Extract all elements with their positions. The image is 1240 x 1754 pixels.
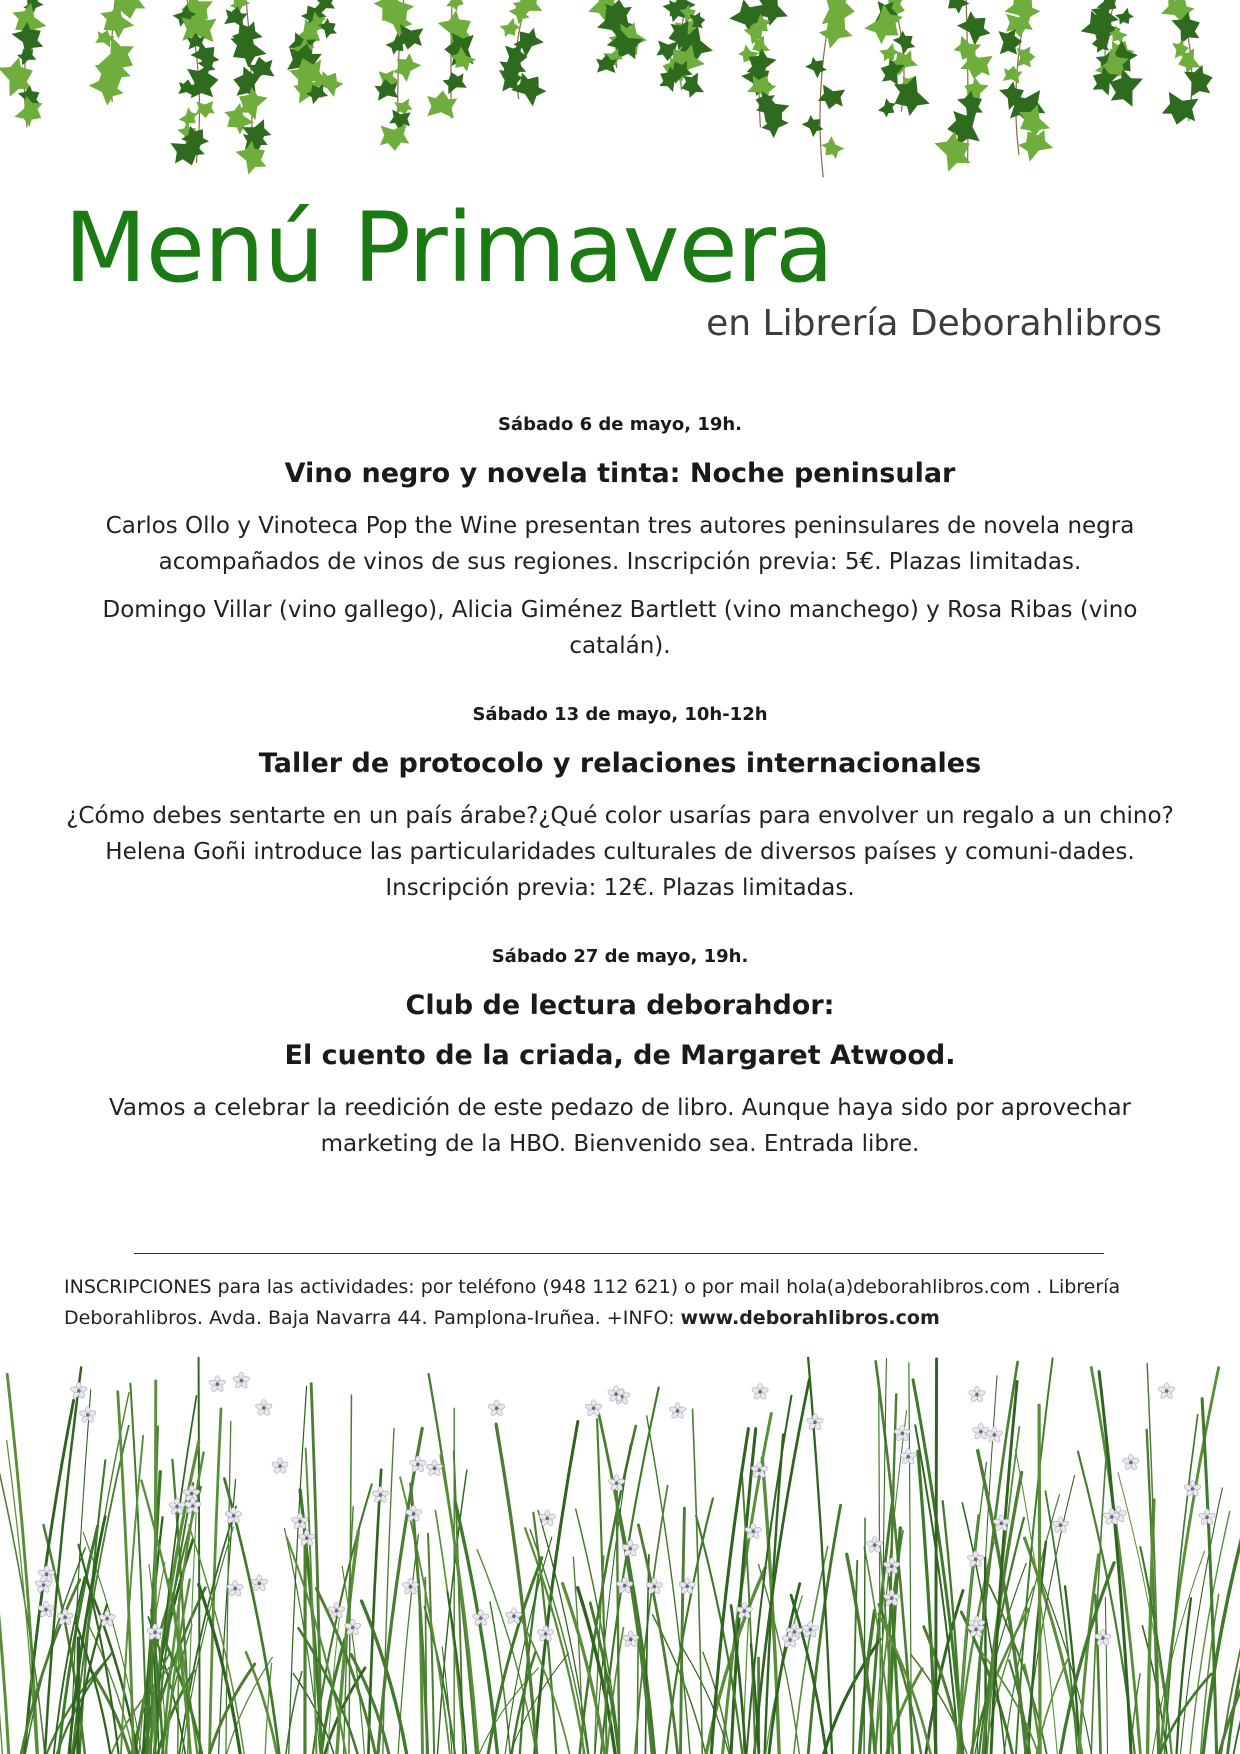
ivy-leaf bbox=[1160, 91, 1200, 128]
ivy-leaf bbox=[1017, 46, 1036, 67]
grass-blade bbox=[680, 1644, 729, 1754]
grass-blade bbox=[155, 1381, 156, 1754]
flower bbox=[70, 1382, 88, 1399]
event-description: Carlos Ollo y Vinoteca Pop the Wine presentan tres autores peninsulares de novela negra acompañados de vinos de sus regiones. Inscripción previa: 5€. Plazas limitadas. bbox=[105, 512, 1135, 575]
flower bbox=[225, 1507, 243, 1524]
flower bbox=[538, 1510, 556, 1527]
grass-blade bbox=[210, 1409, 221, 1754]
grass-blade bbox=[0, 1407, 2, 1754]
ivy-leaf bbox=[379, 124, 410, 152]
flower bbox=[409, 1456, 427, 1473]
event-authors: Domingo Villar (vino gallego), Alicia Giménez Bartlett (vino manchego) y Rosa Ribas (vino catalán). bbox=[102, 596, 1138, 659]
flower bbox=[1052, 1517, 1070, 1534]
flower bbox=[669, 1402, 687, 1419]
footer-text: INSCRIPCIONES para las actividades: por teléfono (948 112 621) o por mail hola(a)deborahlibros.com . Librería Deborahlibros. Avda. Baja Navarra 44. Pamplona-Iruñea. +INFO: bbox=[64, 1276, 1121, 1329]
grass-blade bbox=[182, 1527, 233, 1754]
event-description: Vamos a celebrar la reedición de este pedazo de libro. Aunque haya sido por aprovechar marketing de la HBO. Bienvenido sea. Entrada libre. bbox=[108, 1095, 1132, 1158]
ivy-leaf bbox=[178, 107, 201, 130]
flower bbox=[79, 1406, 97, 1423]
grass-blade bbox=[936, 1359, 937, 1754]
grass-blade bbox=[1203, 1536, 1240, 1754]
ivy-leaf bbox=[804, 54, 829, 79]
grass-blade bbox=[286, 1672, 302, 1754]
event-2 bbox=[60, 704, 1180, 906]
event-book-title: El cuento de la criada, de Margaret Atwood. bbox=[284, 1039, 956, 1071]
ivy-leaf bbox=[446, 0, 467, 12]
flower bbox=[968, 1386, 986, 1403]
event-title: Club de lectura deborahdor: bbox=[405, 989, 835, 1021]
ivy-leaf bbox=[441, 69, 468, 95]
event-description: ¿Cómo debes sentarte en un país árabe?¿Qué color usarías para envolver un regalo a un chino? Helena Goñi introduce las particularidades culturales de diversos países y comuni-dades. Inscripción previa: 12€. Plazas limitadas. bbox=[66, 802, 1174, 901]
flower bbox=[806, 1414, 824, 1431]
flower bbox=[255, 1399, 273, 1416]
flower bbox=[291, 1513, 309, 1530]
grass-blade bbox=[1095, 1595, 1100, 1754]
grass-blade bbox=[311, 1384, 321, 1754]
page-subtitle: en Librería Deborahlibros bbox=[706, 303, 1162, 344]
ivy-leaf bbox=[195, 101, 215, 119]
ivy-leaf bbox=[1114, 7, 1135, 28]
events-list bbox=[60, 414, 1180, 1202]
event-date: Sábado 6 de mayo, 19h. bbox=[497, 414, 743, 435]
grass-blade bbox=[1039, 1405, 1040, 1754]
flower bbox=[208, 1376, 226, 1393]
flower bbox=[488, 1400, 506, 1417]
flower bbox=[226, 1580, 244, 1597]
grass-blade bbox=[383, 1428, 394, 1754]
event-1 bbox=[60, 414, 1180, 664]
ivy-leaf bbox=[877, 97, 899, 119]
grass-flowers-image bbox=[0, 1340, 1240, 1754]
ivy-leaf bbox=[801, 112, 827, 138]
grass-blade bbox=[808, 1358, 832, 1754]
flower bbox=[402, 1578, 420, 1595]
flower bbox=[972, 1423, 990, 1440]
event-title: Taller de protocolo y relaciones internacionales bbox=[258, 747, 982, 779]
footer-info bbox=[64, 1272, 1184, 1334]
grass-blade bbox=[864, 1518, 865, 1754]
grass-blade bbox=[1105, 1598, 1107, 1754]
flower bbox=[1122, 1454, 1140, 1471]
grass-blade bbox=[428, 1534, 434, 1754]
flower bbox=[751, 1383, 769, 1400]
grass-blade bbox=[638, 1525, 677, 1754]
website-link[interactable]: www.deborahlibros.com bbox=[680, 1307, 940, 1329]
event-3 bbox=[60, 946, 1180, 1162]
ivy-leaf bbox=[1002, 64, 1024, 84]
flower bbox=[1184, 1480, 1202, 1497]
flower bbox=[232, 1372, 250, 1389]
grass-blade bbox=[617, 1491, 619, 1754]
ivy-leaf bbox=[941, 0, 970, 17]
grass-blade bbox=[0, 1457, 9, 1754]
page-title: Menú Primavera bbox=[64, 192, 833, 304]
flower bbox=[271, 1458, 289, 1475]
event-date: Sábado 13 de mayo, 10h-12h bbox=[472, 703, 768, 725]
flower bbox=[1158, 1383, 1176, 1400]
divider bbox=[134, 1253, 1104, 1254]
ivy-leaf bbox=[426, 89, 458, 118]
event-date: Sábado 27 de mayo, 19h. bbox=[491, 945, 749, 967]
ivy-garland-image bbox=[0, 0, 1240, 210]
ivy-leaf bbox=[818, 135, 845, 162]
event-title: Vino negro y novela tinta: Noche peninsular bbox=[284, 457, 956, 489]
flower bbox=[250, 1575, 268, 1592]
